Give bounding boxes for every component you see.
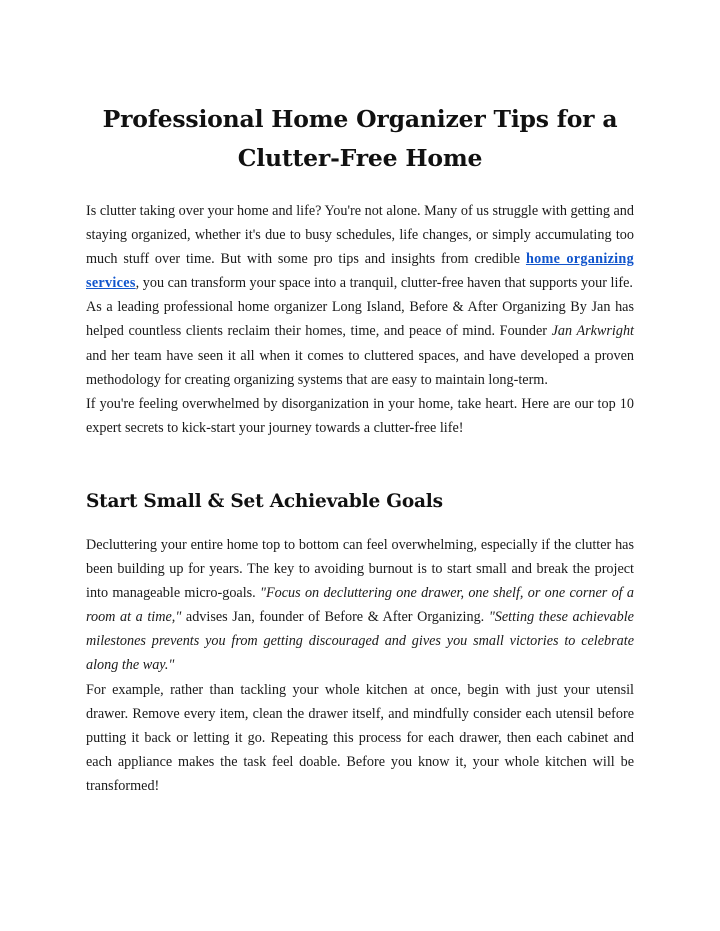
- intro-text-2b: and her team have seen it all when it comes to cluttered spaces, and have developed a proven methodology for creating organizing systems that are easy to maintain long-term.: [86, 347, 634, 388]
- intro-paragraph-2: [86, 295, 634, 391]
- section-paragraph-1: [86, 533, 634, 678]
- founder-name: Jan Arkwright: [551, 323, 634, 340]
- document-title: [86, 100, 634, 178]
- section-heading-start-small: Start Small & Set Achievable Goals: [86, 490, 443, 512]
- intro-text-1a: Is clutter taking over your home and life? You're not alone. Many of us struggle with getting and staying organized, whether it's due to busy schedules, life changes, or simply accumulating too much stuff over time. But with some pro tips and insights from credible: [86, 203, 634, 268]
- section-paragraph-2: For example, rather than tackling your whole kitchen at once, begin with just your utensil drawer. Remove every item, clean the drawer itself, and mindfully consider each utensil before putting it back or letting it go. Repeating this process for each drawer, then each cabinet and each appliance makes the task feel doable. Before you know it, your whole kitchen will be transformed!: [86, 681, 634, 794]
- home-organizing-services-link[interactable]: home organizing services: [86, 251, 634, 292]
- title-line-2: Clutter-Free Home: [237, 144, 483, 172]
- quote-1: "Focus on decluttering one drawer, one shelf, or one corner of a room at a time,": [86, 585, 634, 626]
- section-text-1b: advises Jan, founder of Before & After Organizing.: [181, 609, 489, 626]
- section-text-1a: Decluttering your entire home top to bottom can feel overwhelming, especially if the clutter has been building up for years. The key to avoiding burnout is to start small and break the project into manageable micro-goals.: [86, 536, 634, 602]
- quote-2: "Setting these achievable milestones prevents you from getting discouraged and gives you small victories to celebrate along the way.": [86, 609, 634, 674]
- intro-paragraph-3: If you're feeling overwhelmed by disorganization in your home, take heart. Here are our top 10 expert secrets to kick-start your journey towards a clutter-free life!: [86, 395, 634, 436]
- title-line-1: Professional Home Organizer Tips for a: [102, 105, 618, 133]
- document-page: [86, 100, 634, 798]
- intro-paragraph-1: [86, 199, 634, 295]
- intro-text-2a: As a leading professional home organizer Long Island, Before & After Organizing By Jan has helped countless clients reclaim their homes, time, and peace of mind. Founder: [86, 299, 634, 340]
- intro-text-1b: , you can transform your space into a tranquil, clutter-free haven that supports your life.: [135, 275, 633, 292]
